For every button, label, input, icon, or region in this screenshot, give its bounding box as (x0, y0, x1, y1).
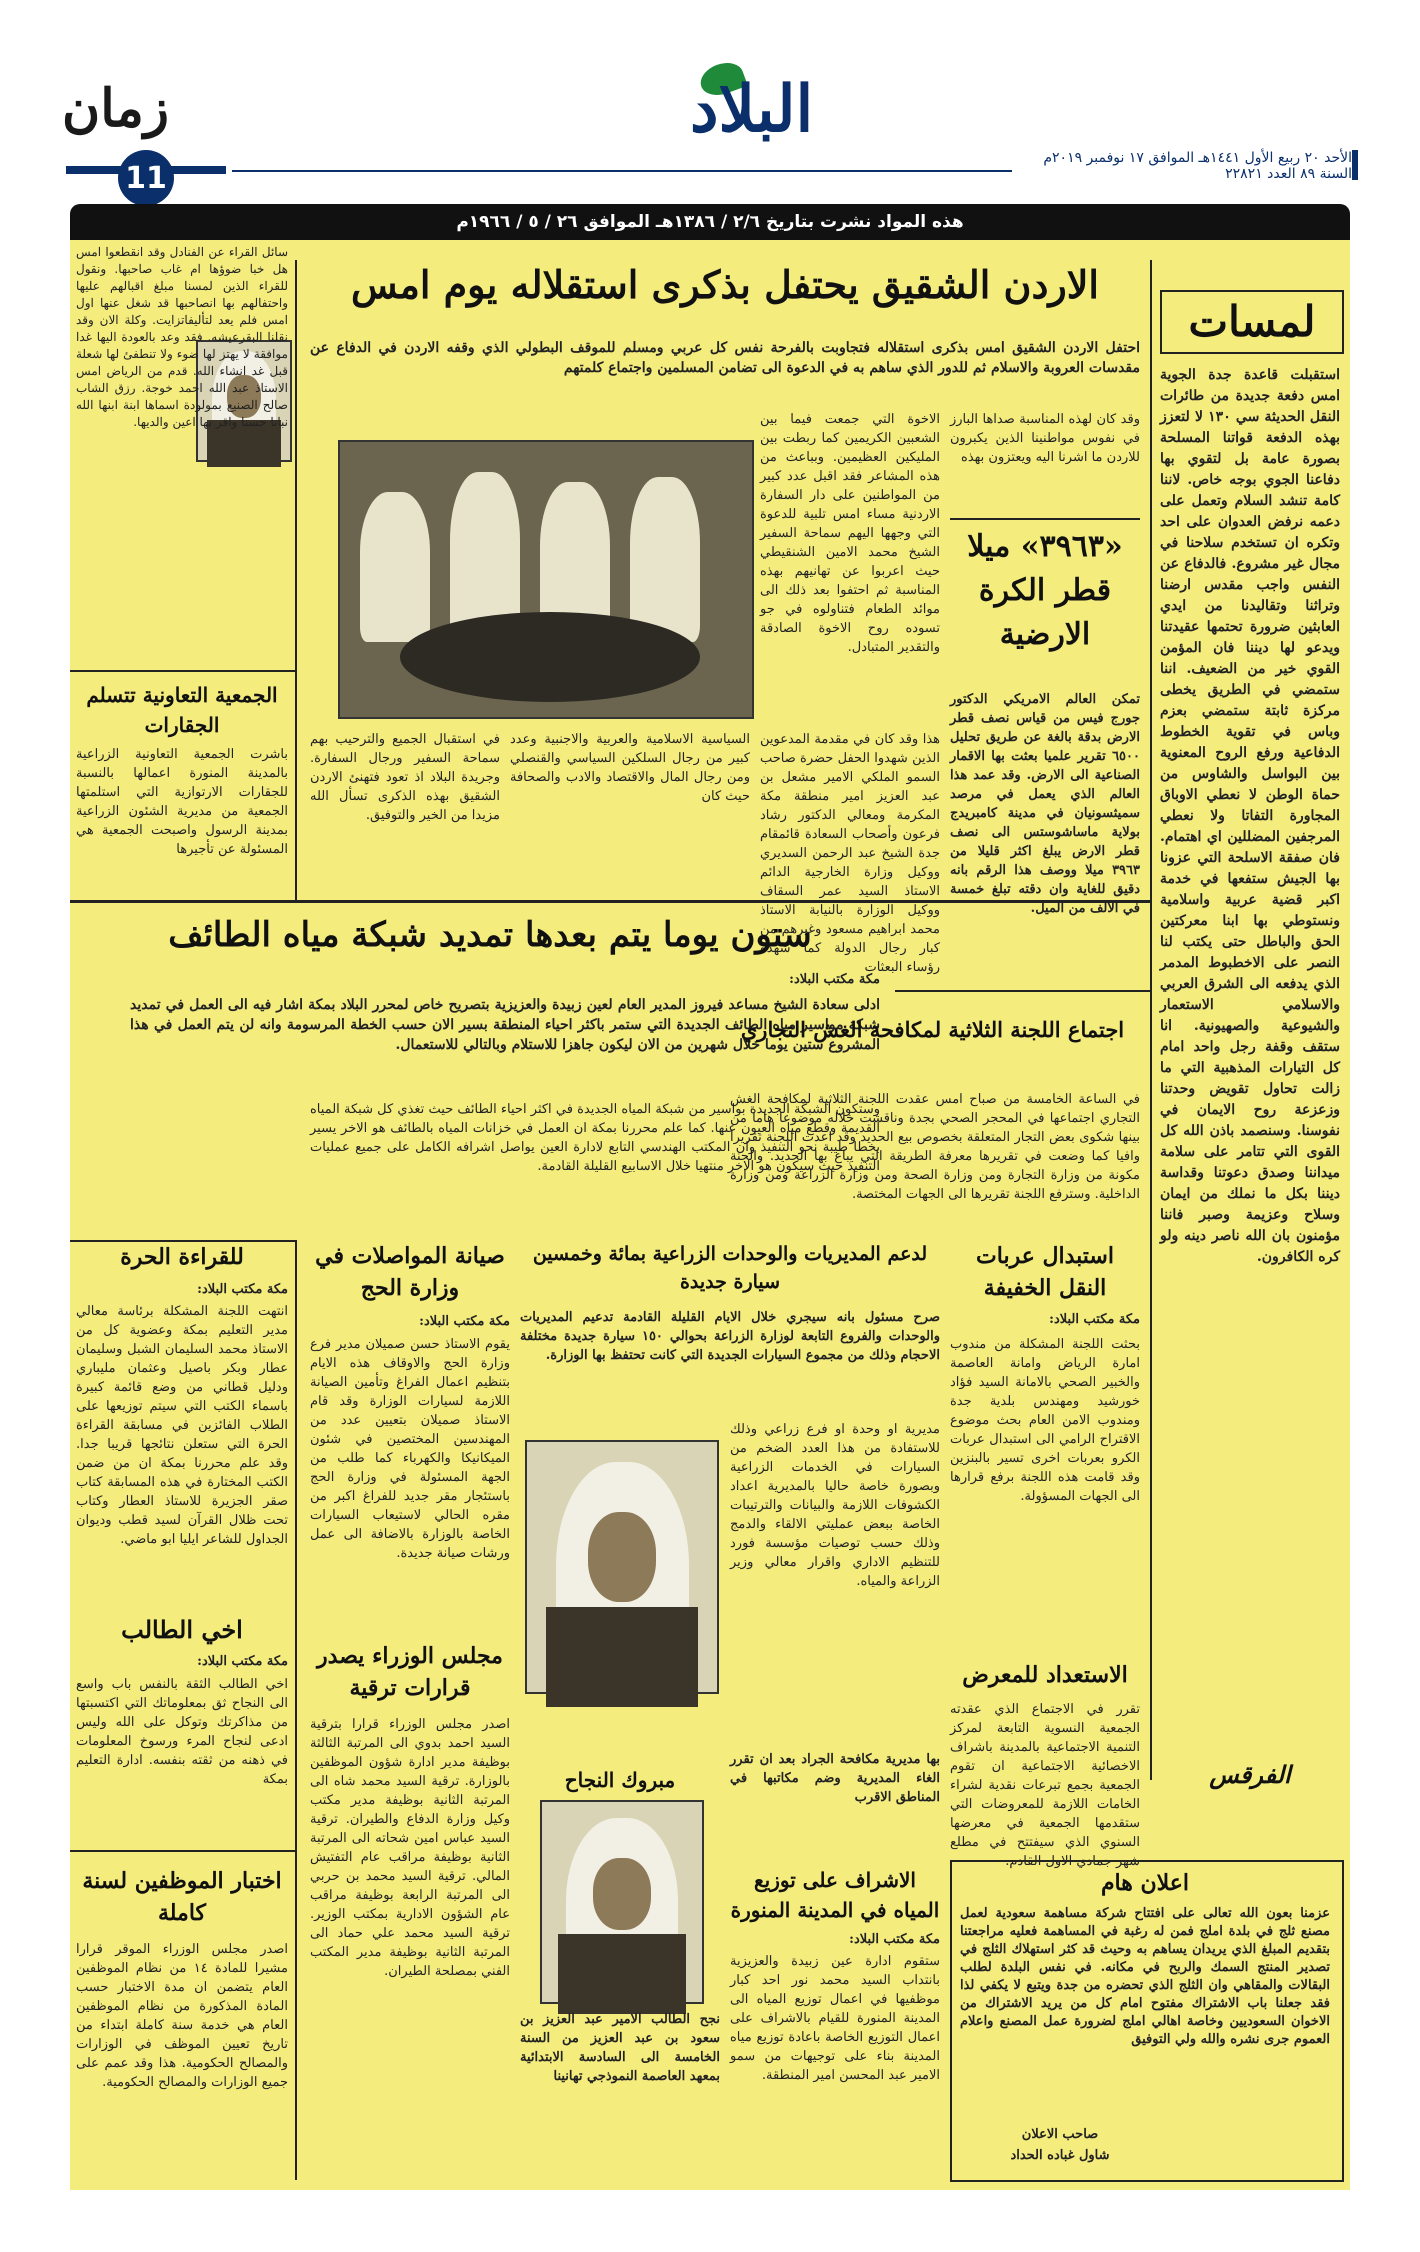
notes-column: سائل القراء عن الفنادل وقد انقطعوا امس هل خبا ضوؤها ام غاب صاحبها. ونقول للقراء الذين لمسنا مبلغ اقبالهم عليها واحتفالهم بها انصاحبها قد شغل عنها اول امس فلم يعد لتأليفاتزايت. وكلة الان وقد نقلنا البقرعيشه. فقد وعد بالعودة اليها غدا موافقة لا يهتز لها ضوء ولا تنطفئ لها شعلة قبل غد انشاء الله. قدم من الرياض امس الاستاذ عبد الله احمد خوجة. رزق الشاب صالح الصنيع بمولودة اسماها ابنة ابنها الله نباتا حسنا واقر بها اعين والديها. (76, 245, 288, 429)
taif-dateline: مكة مكتب البلاد: (789, 972, 880, 987)
jordan-col4: السياسية الاسلامية والعربية والاجنبية وعدد كبير من رجال السلكين السياسي والقنصلي ومن رجال المال والاقتصاد والادب والصحافة حيث كان (510, 732, 750, 804)
issue-dateline: الأحد ٢٠ ربيع الأول ١٤٤١هـ الموافق ١٧ نوفمبر ٢٠١٩م السنة ٨٩ العدد ٢٢٨٢١ (1043, 150, 1352, 182)
akhi-dateline: مكة مكتب البلاد: (197, 1654, 288, 1669)
naql-headline: استبدال عربات النقل الخفيفة (976, 1243, 1114, 1301)
column-rule (295, 1240, 297, 2180)
ishraf-dateline: مكة مكتب البلاد: (849, 1932, 940, 1947)
zira-headline: لدعم المديريات والوحدات الزراعية بمائة وخمسين سيارة جديدة (532, 1243, 928, 1293)
jordan-col2: الاخوة التي جمعت فيما بين الشعبين الكريمين كما ربطت بين المليكين العظيمين. وبباعث من هذه المشاعر فقد اقبل عدد كبير من المواطنين على دار السفارة الاردنية مساء امس تلبية للدعوة التي وجهها اليهم سماحة السفير الشيخ محمد الامين الشنقيطي حيث اعربوا عن تهانيهم بهذه المناسبة ثم احتفوا بعد ذلك الى موائد الطعام فتناولوه في جو تسوده روح الاخوة الصادقة والتقدير المتبادل. (760, 412, 940, 655)
mabrouk-title: مبروك النجاح (564, 1768, 676, 1792)
akhi-headline: اخي الطالب (121, 1615, 243, 1644)
ghesh-text: في الساعة الخامسة من صباح امس عقدت اللجنة الثلاثية لمكافحة الغش التجاري اجتماعها في المحجر الصحي بجدة وناقشت خلاله موضوعا هاما من بينها شكوى بعض التجار المتعلقة بخصوص بيع الحديد وقد اعدت اللجنة تقريرا وافيا كما وضعت في تقريرها معرفة الطريقة التي يباع بها الحديد. والجنة مكونة من وزارة التجارة ومن وزارة الصحة ومن وزارة الزراعة ومن وزارة الداخلية. وسترفع اللجنة تقريرها الى الجهات المختصة. (730, 1092, 1140, 1202)
section-rule (70, 670, 295, 672)
section-rule (895, 990, 1150, 992)
maarad-headline: الاستعداد للمعرض (962, 1662, 1128, 1688)
page-number-badge: 11 (118, 150, 174, 206)
dateline-tick (1352, 150, 1358, 180)
jordan-col5: في استقبال الجميع والترحيب بهم سماحة السفير ورجال السفارة. وجريدة البلاد اذ تعود فتهنئ الاردن الشقيق بهذه الذكرى تسأل الله مزيدا من الخير والتوفيق. (310, 732, 500, 823)
jarad-text: بها مديرية مكافحة الجراد بعد ان تقرر الغاء المديرية وضم مكاتبها في المناطق الاقرب (730, 1752, 940, 1805)
qiraa-headline: للقراءة الحرة (120, 1244, 244, 1270)
naql-dateline: مكة مكتب البلاد: (1049, 1312, 1140, 1327)
lamasat-text: استقبلت قاعدة جدة الجوية امس دفعة جديدة من طائرات النقل الحديثة سي ١٣٠ لا لتعزز بهذه الدفعة قواتنا المسلحة بصورة عامة بل لتقوي بها دفاعنا الجوي بوجه خاص. لاننا كامة تنشد السلام وتعمل على دعمه نرفض العدوان على احد وتكره ان تستخدم سلاحنا في مجال غير مشروع. فالدفاع عن النفس واجب مقدس ارضنا وتراثنا وتقاليدنا من ايدي العابثين ضرورة تحتمها عقيدتنا ويدعو لها ديننا فان المؤمن القوي خير من الضعيف. اننا ستمضي في الطريق يخطى مركزة ثابتة ستمضي بعزم وباس في تقوية الخطوط الدفاعية ورفع الروح المعنوية بين البواسل والشاوس من حماة الوطن لا نعطي الاوباق المجاورة التفاتا ولا نعطي المرجفين المضللين اي اهتمام. فان صفقة الاسلحة التي عزونا بها الجيش ستفعها في خدمة اكبر قضية عربية واسلامية ونستوطي بها ابنا معركتين الحق والباطل حتى يكتب لنا النصر على الاخطبوط المدمر الذي يدفعه الى الشرق العربي والاسلامي الاستعمار والشيوعية والصهيونية. انا ستقف وقفة رجل واحد امام كل التيارات المذهبية التي ما زالت تحاول تقويض وحدتنا وزعزعة روح الايمان في نفوسنا. وسنصمد باذن الله كل القوى التي تتامر على سلامة ميداننا وصدق دعوتنا وقداسة ديننا بكل ما نملك من ايمان وسلاح وعزيمة وصبر فاننا مؤمنون بان الله ناصر دينه ولو كره الكافرون. (1160, 367, 1340, 1265)
newspaper-page (70, 240, 1350, 2190)
student-photo (540, 1800, 704, 2004)
ishraf-text: ستقوم ادارة عين زبيدة والعزيزية بانتداب السيد محمد نور احد كبار موظفيها في اعمال توزيع المياه الى المدينة المنورة للقيام بالاشراف على اعمال التوزيع الخاصة باعادة توزيع مياه المدينة بناء على توجيهات من سمو الامير عبد المحسن امير المنطقة. (730, 1954, 940, 2083)
notice-title: اعلان هام (1100, 1870, 1190, 1896)
naql-text: بحثت اللجنة المشكلة من مندوب امارة الرياض وامانة العاصمة والخبير الصحي بالامانة السيد فؤاد خورشيد ومهندس بلدية جدة ومندوب الامن العام بحث موضوع الاقتراح الرامي الى استبدال عربات الكرو بعربات اخرى تسير بالبنزين وقد قامت هذه اللجنة برفع قرارها الى الجهات المسؤولة. (950, 1337, 1140, 1504)
majlis-text: اصدر مجلس الوزراء قرارا بترقية السيد احمد بدوي الى المرتبة الثالثة بوظيفة مدير ادارة شؤون الموظفين بالوزارة. ترقية السيد محمد شاه الى المرتبة الثانية بوظيفة مدير مكتب وكيل وزارة الدفاع والطيران. ترقية السيد عباس امين شحاته الى المرتبة الثانية بوظيفة مراقب عام التفتيش المالي. ترقية السيد محمد بن حربي الى المرتبة الرابعة بوظيفة مراقب عام الشؤون الادارية بمكتب الوزير. ترقية السيد محمد علي حماد الى المرتبة الثانية بوظيفة مدير المكتب الفني بمصلحة الطيران. (310, 1717, 510, 1979)
qatar-text: تمكن العالم الامريكي الدكتور جورج فيس من قياس نصف قطر الارض بدقة بالغة عن طريق تحليل ٦٥٠٠ تقرير علميا بعثت بها الاقمار الصناعية الى الارض. وقد عمد هذا العالم الذي يعمل في مرصد سميثسونيان في مدينة كامبريدج بولاية ماساشوستس الى نصف قطر الارض يبلغ اكثر قليلا من ٣٩٦٣ ميلا ووصف هذا الرقم بانه دقيق للغاية وان دقته تبلغ خمسة في الالف من الميل. (950, 692, 1140, 916)
lamasat-title: لمسات (1160, 290, 1344, 354)
ikhtibar-headline: اختبار الموظفين لسنة كاملة (82, 1868, 282, 1926)
notice-text: عزمنا بعون الله تعالى على افتتاح شركة مساهمة سعودية لعمل مصنع ثلج في بلدة املج فمن له رغبة في المساهمة فعليه مراجعتنا بتقديم المبلغ الذي يريدان يساهم به وحيث قد كثر استهلاك الثلج في تصدير المنتج السمك والربح في مكانه. في نفس البلدة لطلب البقالات والمقاهي وان الثلج الذي تحضره من جدة ويتبع لا يكفي لذا فقد جعلنا باب الاشتراك مفتوح امام كل من يريد الاشتراك من الاخوان السعوديين وخاصة اهالي املج لضرورة عمل المصنع واعلام العموم جرى نشره والله ولي التوفيق (960, 1906, 1330, 2047)
zira-lead: صرح مسئول بانه سيجري خلال الايام القليلة القادمة تدعيم المديريات والوحدات والفروع التابعة لوزارة الزراعة بحوالي ١٥٠ سيارة جديدة مختلفة الاحجام وذلك من مجموع السيارات الجديدة التي كانت تحتفظ بها الوزارة. (520, 1310, 940, 1363)
jordan-headline: الاردن الشقيق يحتفل بذكرى استقلاله يوم امس (351, 262, 1099, 307)
notice-signer: شاول غباده الحداد (1010, 2148, 1110, 2163)
maarad-text: تقرر في الاجتماع الذي عقدته الجمعية النسوية التابعة لمركز التنمية الاجتماعية بالمدينة باشراف الاخصائية الاجتماعية ان تقوم الجمعية بجمع تبرعات نقدية لشراء الخامات اللازمة للمعروضات التي ستقدمها الجمعية في معرضها السنوي الذي سيفتتح في مطلع شهر جمادي الاول القادم. (950, 1702, 1140, 1869)
lamasat-signature: الفرقس (1209, 1760, 1291, 1789)
qatar-headline: «٣٩٦٣» ميلا قطر الكرة الارضية (967, 529, 1123, 652)
newspaper-logo[interactable]: البلاد (690, 72, 814, 147)
taif-headline: ستون يوما يتم بعدها تمديد شبكة مياه الطائف (168, 915, 812, 955)
siyana-headline: صيانة المواصلات في وزارة الحج (315, 1243, 505, 1301)
notice-signer-title: صاحب الاعلان (1021, 2127, 1099, 2142)
jordan-reception-photo (338, 440, 754, 719)
box-rule (950, 518, 1140, 520)
ikhtibar-text: اصدر مجلس الوزراء الموقر قرارا مشيرا للمادة ١٤ من نظام الموظفين العام يتضمن ان مدة الاختبار حسب المادة المذكورة من نظام الموظفين العام هي خدمة سنة كاملة ابتداء من تاريخ تعيين الموظف في الوزارات والمصالح الحكومية. هذا وقد عمم على جميع الوزارات والمصالح الحكومية. (76, 1942, 288, 2090)
official-photo (525, 1440, 719, 1694)
jamiya-text: باشرت الجمعية التعاونية الزراعية بالمدينة المنورة اعمالها بالنسبة للجقارات الارتوازية التي استلمتها الجمعية من مديرية الشئون الزراعية بمدينة الرسول واصبحت الجمعية هي المسئولة عن تأجيرها (76, 747, 288, 857)
ghesh-headline: اجتماع اللجنة الثلاثية لمكافحة الغش التجاري (740, 1017, 1125, 1042)
majlis-headline: مجلس الوزراء يصدر قرارات ترقية (317, 1643, 503, 1701)
siyana-dateline: مكة مكتب البلاد: (419, 1314, 510, 1329)
ishraf-headline: الاشراف على توزيع المياه في المدينة المنورة (730, 1868, 940, 1922)
taif-body: وستكون الشبكة الجديدة بواسير من شبكة المياه الجديدة في اكثر احياء الطائف حيث تغذي كل شبكة المياه القديمة وقطع مياه العيون عنها. كما علم محررنا بمكة ان العمل في خزانات المياه بالطائف هو الاخر يسير بخطا طيبة نحو التنفيذ وان المكتب الهندسي التابع لادارة العين يواصل اشرافه الكامل على جميع عمليات التنفيذ حيث سيكون هو الاخر منتهيا خلال الاسابيع القليلة القادمة. (310, 1102, 880, 1174)
jordan-lead: احتفل الاردن الشقيق امس بذكرى استقلاله فتجاوبت بالفرحة نفس كل عربي ومسلم للموقف البطولي الذي وقفه الاردن في الدفاع عن مقدسات العروبة والاسلام ثم للدور الذي ساهم به في الدعوة الى تضامن المسلمين واجتماع كلمتهم (310, 340, 1140, 376)
jordan-col3: هذا وقد كان في مقدمة المدعوين الذين شهدوا الحفل حضرة صاحب السمو الملكي الامير مشعل بن عبد العزيز امير منطقة مكة المكرمة ومعالي الدكتور رشاد فرعون وأصحاب السعادة قائمقام جدة الشيخ عبد الرحمن السديري ووكيل وزارة الخارجية الدائم الاستاذ السيد عمر السقاف ووكيل الوزارة بالنيابة الاستاذ محمد ابراهيم مسعود وغيرهم من كبار رجال الدولة كما شهده رؤساء البعثات (760, 732, 940, 975)
section-title: زمان (62, 78, 169, 139)
siyana-text: يقوم الاستاذ حسن صميلان مدير فرع وزارة الحج والاوقاف هذه الايام بتنظيم اعمال الفراغ وتأمين الصيانة اللازمة لسيارات الوزارة وقد قام الاستاذ صميلان بتعيين عدد من المهندسين المختصين في شئون الميكانيكا والكهرباء كما طلب من الجهة المسئولة في وزارة الحج باستئجار مقر جديد للفراغ اكبر من مقره الحالي لاستيعاب السيارات الخاصة بالوزارة بالاضافة الى عمل ورشات صيانة جديدة. (310, 1337, 510, 1561)
akhi-text: اخي الطالب الثقة بالنفس باب واسع الى النجاح ثق بمعلوماتك التي اكتسبتها من مذاكرتك وتوكل على الله وليس ادعى لنجاح المرء ورسوخ المعلومات في ذهنه من ثقته بنفسه. ادارة التعليم بمكة (76, 1677, 288, 1787)
qiraa-text: انتهت اللجنة المشكلة برئاسة معالي مدير التعليم بمكة وعضوية كل من الاستاذ محمد السليمان الشبل وسليمان عطار وبكر باصيل وعثمان مليباري ودليل قطاني من وضع قائمة كبيرة باسماء الكتب التي سيتم توزيعها على الطلاب الفائزين في مسابقة القراءة الحرة التي ستعلن نتائجها قريبا جدا. وقد علم محررنا بمكة ان من ضمن الكتب المختارة في هذه المسابقة كتاب صقر الجزيرة للاستاذ العطار وكتاب تحت ظلال القرآن لسيد قطب وديوان الجداول للشاعر ايليا ابو ماضي. (76, 1304, 288, 1547)
qiraa-dateline: مكة مكتب البلاد: (197, 1282, 288, 1297)
column-rule (295, 260, 297, 900)
jamiya-headline: الجمعية التعاونية تتسلم الجقارات (86, 683, 278, 737)
section-rule (70, 1850, 295, 1852)
column-rule (1150, 260, 1152, 1780)
masthead-rule (232, 170, 1012, 172)
archive-date-band: هذه المواد نشرت بتاريخ ٢/٦ / ١٣٨٦هـ الموافق ٢٦ / ٥ / ١٩٦٦م (70, 204, 1350, 240)
mabrouk-caption: نجح الطالب الامير عبد العزيز بن سعود بن عبد العزيز من السنة الخامسة الى السادسة الابتدائية بمعهد العاصمة النموذجي تهانينا (520, 2012, 720, 2084)
jordan-col1: وقد كان لهذه المناسبة صداها البارز في نفوس مواطنينا الذين يكبرون للاردن ما اشرنا اليه ويعتزون بهذه (950, 412, 1140, 465)
taif-lead: ادلى سعادة الشيخ مساعد فيروز المدير العام لعين زبيدة والعزيزية بتصريح خاص لمحرر البلاد بمكة اشار فيه الى العمل في تمديد شبكة مواسير مياه الطائف الجديدة التي ستمر باكثر احياء المنطقة بسير الان حسب الخطة المرسومة وانه لن يتم العمل في هذا المشروع ستين يوما خلال شهرين من الان ليكون جاهزا للاستلام وبالتالي للاستعمال. (130, 997, 880, 1053)
zira-text: مديرية او وحدة او فرع زراعي وذلك للاستفادة من هذا العدد الضخم من السيارات في الخدمات الزراعية وبصورة خاصة حاليا بالمديرية اعداد الكشوفات اللازمة والبيانات والترتيبات الخاصة ببعض عمليتي الالقاء والدمج وذلك حسب توصيات مؤسسة فورد للتنظيم الاداري واقرار معالي وزير الزراعة والمياه. (730, 1422, 940, 1589)
